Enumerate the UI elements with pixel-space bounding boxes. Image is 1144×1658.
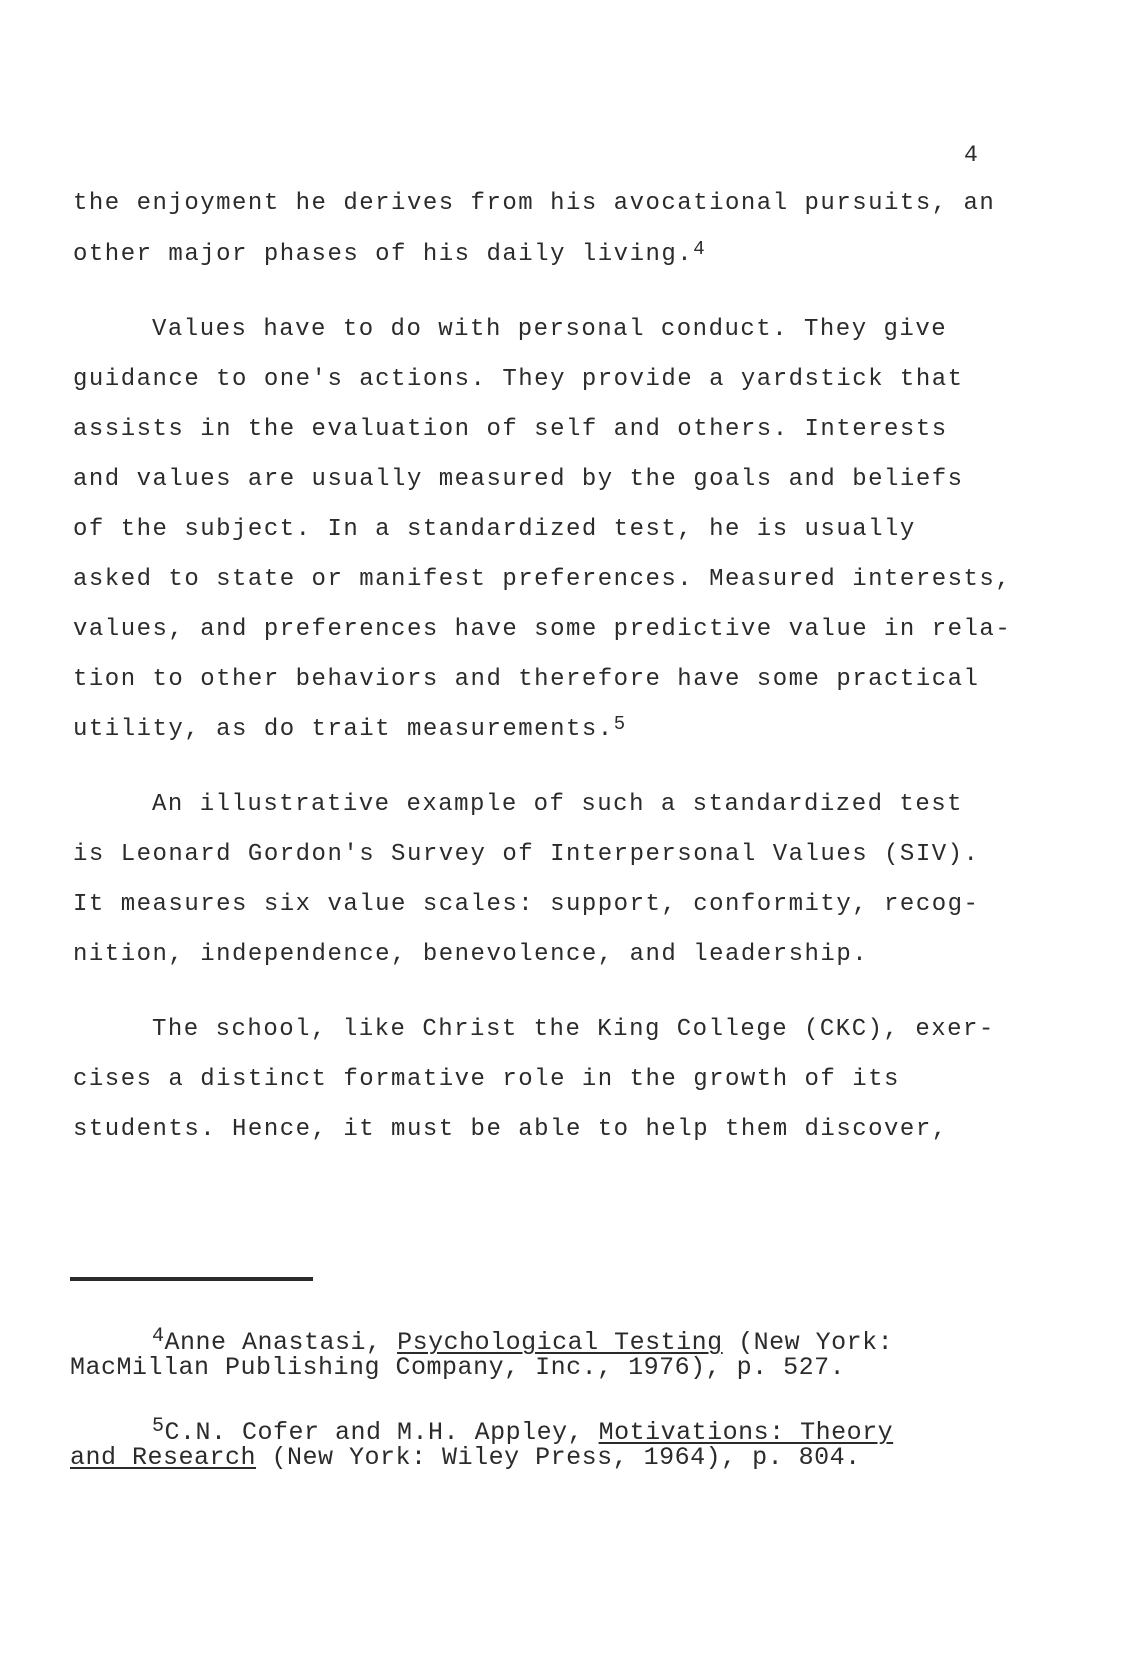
footnote-title: and Research <box>70 1443 257 1472</box>
body-line: the enjoyment he derives from his avocational pursuits, an <box>73 190 996 217</box>
footnote-title: Motivations: Theory <box>598 1418 894 1447</box>
body-line: of the subject. In a standardized test, he is usually <box>73 516 916 543</box>
body-line: and values are usually measured by the goals and beliefs <box>73 466 964 493</box>
body-line: asked to state or manifest preferences. Measured interests, <box>73 566 1012 593</box>
body-line: The school, like Christ the King College (CKC), exer- <box>152 1016 995 1043</box>
body-line: Values have to do with personal conduct. They give <box>152 316 948 343</box>
body-line: It measures six value scales: support, conformity, recog- <box>73 891 980 918</box>
body-line: values, and preferences have some predictive value in rela- <box>73 616 1012 643</box>
footnote-ref: 5 <box>613 713 627 735</box>
footnote-4-line-2: MacMillan Publishing Company, Inc., 1976), p. 527. <box>70 1353 846 1382</box>
body-line: students. Hence, it must be able to help them discover, <box>73 1116 948 1143</box>
body-line: guidance to one's actions. They provide a yardstick that <box>73 366 964 393</box>
body-line: An illustrative example of such a standardized test <box>152 791 964 818</box>
footnote-number: 4 <box>152 1325 165 1348</box>
body-line: cises a distinct formative role in the growth of its <box>73 1066 900 1093</box>
footnote-5-line-2: and Research (New York: Wiley Press, 1964), p. 804. <box>70 1443 861 1472</box>
body-line: assists in the evaluation of self and others. Interests <box>73 416 948 443</box>
footnote-title: Psychological Testing <box>397 1328 723 1357</box>
page-number: 4 <box>964 142 979 168</box>
body-line: utility, as do trait measurements.$^5$ <box>73 713 627 743</box>
body-line: nition, independence, benevolence, and leadership. <box>73 941 869 968</box>
footnote-4-line-1: $^4$Anne Anastasi, Psychological Testing (New York: <box>152 1325 894 1357</box>
footnote-separator <box>70 1277 313 1281</box>
body-line: other major phases of his daily living.$^4$ <box>73 238 707 268</box>
footnote-ref: 4 <box>693 238 707 260</box>
body-line: is Leonard Gordon's Survey of Interpersonal Values (SIV). <box>73 841 980 868</box>
body-line: tion to other behaviors and therefore have some practical <box>73 666 980 693</box>
footnote-5-line-1: $^5$C.N. Cofer and M.H. Appley, Motivations: Theory <box>152 1415 894 1447</box>
footnote-number: 5 <box>152 1415 165 1438</box>
